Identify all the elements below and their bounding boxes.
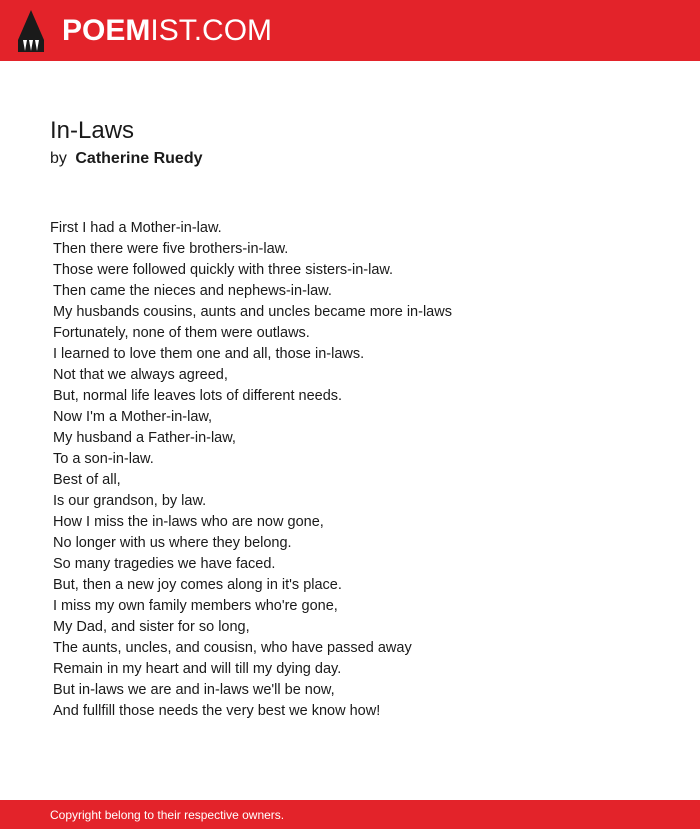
poem-line: No longer with us where they belong.: [53, 535, 292, 551]
poem-title: In-Laws: [50, 117, 135, 144]
poem-line: First I had a Mother-in-law.: [50, 220, 222, 236]
by-label: by: [50, 150, 67, 167]
poem-line: I learned to love them one and all, those in-laws.: [53, 346, 365, 362]
poem-line: My husband a Father-in-law,: [53, 430, 236, 446]
copyright-notice: Copyright belong to their respective owners.: [50, 808, 285, 822]
brand-light: IST.COM: [150, 14, 273, 47]
poem-line: But, normal life leaves lots of different needs.: [53, 388, 343, 404]
brand-bold: POEM: [62, 14, 151, 47]
byline: [50, 148, 203, 170]
poem-line: So many tragedies we have faced.: [53, 556, 276, 572]
poem-line: Is our grandson, by law.: [53, 493, 207, 509]
poem-line: How I miss the in-laws who are now gone,: [53, 514, 324, 530]
author-name: Catherine Ruedy: [75, 150, 203, 167]
pencil-logo-icon[interactable]: [18, 10, 44, 52]
poem-line: Those were followed quickly with three sisters-in-law.: [53, 262, 394, 278]
poem-line: I miss my own family members who're gone,: [53, 598, 338, 614]
poem-line: Remain in my heart and will till my dying day.: [53, 661, 342, 677]
poem-line: Best of all,: [53, 472, 121, 488]
poem-line: My Dad, and sister for so long,: [53, 619, 250, 635]
poem-line: To a son-in-law.: [53, 451, 154, 467]
poem-line: Not that we always agreed,: [53, 367, 228, 383]
poem-body: [50, 218, 670, 722]
poem-line: But in-laws we are and in-laws we'll be now,: [53, 682, 335, 698]
site-footer: [0, 800, 700, 829]
poem-line: The aunts, uncles, and cousisn, who have passed away: [53, 640, 412, 656]
poem-line: Fortunately, none of them were outlaws.: [53, 325, 310, 341]
poem-line: Then there were five brothers-in-law.: [53, 241, 289, 257]
poem-line: Now I'm a Mother-in-law,: [53, 409, 213, 425]
site-logo[interactable]: [62, 13, 272, 49]
poem-line: And fullfill those needs the very best we know how!: [53, 703, 381, 719]
poem-line: But, then a new joy comes along in it's place.: [53, 577, 342, 593]
poem-line: My husbands cousins, aunts and uncles became more in-laws: [53, 304, 452, 320]
site-header: [0, 0, 700, 61]
poem-line: Then came the nieces and nephews-in-law.: [53, 283, 332, 299]
